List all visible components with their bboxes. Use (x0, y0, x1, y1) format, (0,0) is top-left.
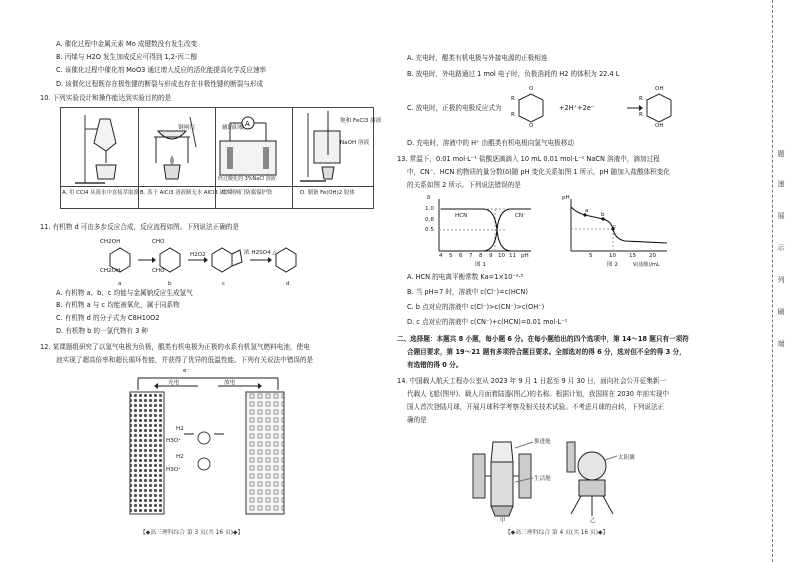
sidebar-char-7: 端 (777, 340, 785, 347)
q12-h3o-label-2: H3O⁺ (166, 467, 182, 473)
fig2-point-b: b (601, 212, 605, 218)
q10-caption-d: D. 制备 Fe(OH)2 胶体 (300, 190, 355, 196)
fig1-xtick-9: 9 (489, 253, 493, 259)
sidebar-char-6: 刷 (777, 308, 785, 315)
fig2-xtick-5: 5 (589, 253, 593, 259)
q12-stem-line-1: 12. 某课题组研究了以氢气电极为负极，醌类有机电极为正极的水系有机氢气燃料电池，使电 (40, 343, 310, 351)
q14-label-propulsion: 推进舱 (534, 439, 551, 445)
svg-text:A: A (245, 120, 250, 128)
sidebar-char-2: 速 (777, 180, 785, 187)
fig1-ylabel: δ (427, 195, 431, 201)
q11-option-a: A. 有机物 a、b、c 均能与金属钠反应生成氢气 (56, 289, 193, 297)
q10-c-label-solution: 经过酸化的 3%NaCl 溶液 (218, 176, 276, 182)
fig1-curve-cn: CN⁻ (515, 213, 527, 219)
fig2-point-c: c (613, 224, 617, 230)
binding-margin (772, 0, 787, 562)
fig2-caption: 图 2 (607, 262, 618, 268)
q9-option-c: C. 该催化过程中催化剂 MoO3 通过增大反应的活化能提高化学反应速率 (56, 66, 267, 74)
q9-option-a: A. 催化过程中金属元素 Mo 成键数没有发生改变 (56, 40, 198, 48)
q10-apparatus-drawings (60, 107, 373, 187)
q11-group-b1: CHO (152, 239, 165, 245)
q13-stem-line-1: 13. 常温下，0.01 mol·L⁻¹ 盐酸逐滴滴入 10 mL 0.01 mol·L⁻¹ NaCN 溶液中，滴加过程 (397, 155, 660, 163)
sidebar-char-4: 示 (777, 244, 785, 251)
q13-option-c: C. b 点对应的溶液中 c(Cl⁻)>c(CN⁻)>c(OH⁻) (407, 303, 545, 311)
q10-d-label-naoh: NaOH 溶液 (340, 140, 370, 146)
q9-option-b: B. 丙烯与 H2O 发生加成反应可得到 1,2-丙二醇 (56, 53, 198, 61)
q14-label-yi: 乙 (590, 518, 596, 524)
sidebar-char-3: 展 (777, 212, 785, 219)
q13-option-d: D. c 点对应的溶液中 c(CN⁻)+c(HCN)=0.01 mol·L⁻¹ (407, 318, 568, 326)
q14-stem-line-2: 代载人飞船(图甲)、载人月面着陆器(图乙)的名称。根据计划，我国将在 2030 年前实现中 (407, 390, 670, 398)
right-footer: 【◆高三理科综合 第 4 页(共 16 页)◆】 (505, 530, 609, 536)
fig2-ylabel: pH (562, 195, 570, 201)
q12-battery-figure (128, 368, 288, 518)
fig1-ytick-08: 0.8 (425, 217, 434, 223)
q11-reagent-h2o2: H2O2 (190, 252, 206, 258)
fig1-xtick-6: 6 (459, 253, 463, 259)
eq-oh-bottom: OH (655, 123, 664, 129)
q11-stem: 11. 有机物 d 可由多步反应合成，反应流程如图。下列说法正确的是 (40, 223, 239, 231)
eq-middle: +2H⁺+2e⁻ (559, 104, 595, 112)
sidebar-char-1: 题 (777, 150, 785, 157)
q12-option-c: C. 放电时，正极的电极反应式为 (407, 104, 502, 112)
q13-option-b: B. 当 pH=7 时，溶液中 c(Cl⁻)=c(HCN) (407, 288, 528, 296)
q12-option-d: D. 充电时，溶液中的 H⁺ 由醌类有机电极向氢气电极移动 (407, 139, 574, 147)
q10-c-label-gate: 钢闸门 (178, 125, 195, 131)
q10-caption-a: A. 用 CCl4 从溴水中直接萃取溴 (62, 190, 139, 196)
sidebar-char-5: 列 (777, 276, 785, 283)
q10-d-label-fecl3: 饱和 FeCl3 溶液 (340, 118, 382, 124)
fig2-xtick-15: 15 (629, 253, 637, 259)
fig2-xtick-10: 10 (609, 253, 617, 259)
q12-stem-line-2: 池实现了超高倍率和超长循环性能，并获得了优异的低温性能。下列有关说法中错误的是 (56, 356, 314, 364)
fig1-curve-hcn: HCN (455, 213, 468, 219)
fig1-xtick-ph: pH (521, 253, 529, 259)
fig1-xtick-4: 4 (439, 253, 443, 259)
q10-c-label-anode: 辅助阳极 (222, 125, 245, 131)
q10-stem: 10. 下列实验设计和操作能达到实验目的的是 (40, 94, 172, 102)
fig1-xtick-7: 7 (469, 253, 473, 259)
q12-option-b: B. 放电时，外电路通过 1 mol 电子时，负极消耗的 H2 的体积为 22.4 L (407, 70, 620, 78)
q12-h2-label-2: H2 (176, 454, 184, 460)
q14-stem-line-4: 确的是 (407, 416, 427, 424)
q11-group-b2: CHO (152, 268, 165, 274)
q12-h3o-label-1: H3O⁺ (166, 438, 182, 444)
q12-charge-label: 充电 (168, 380, 180, 386)
q12-electron-label: e⁻ (183, 368, 190, 374)
fig1-xtick-8: 8 (479, 253, 483, 259)
q13-stem-line-2: 中，CN⁻、HCN 的物质的量分数(δ)随 pH 变化关系如图 1 所示，pH 随加入盐酸体积变化 (407, 168, 670, 176)
q12-option-a: A. 充电时，醌类有机电极与外接电源的正极相连 (407, 54, 548, 62)
fig2-point-a: a (585, 208, 589, 214)
q14-label-jia: 甲 (500, 518, 506, 524)
section2-line-1: 二、选择题：本题共 8 小题，每小题 6 分。在每小题给出的四个选项中，第 14～18 题只有一项符 (397, 335, 689, 343)
q11-label-a: a (118, 281, 122, 287)
q10-caption-c: C. 钢闸门防腐保护铁 (222, 190, 273, 196)
eq-r-1: R (511, 96, 515, 102)
eq-r-4: R (639, 112, 643, 118)
eq-oh-top: OH (655, 86, 664, 92)
q9-option-d: D. 该催化过程既存在极性键的断裂与形成也存在非极性键的断裂与形成 (56, 80, 264, 88)
fig1-ytick-05: 0.5 (425, 227, 434, 233)
fig2-xtick-20: 20 (649, 253, 657, 259)
fig1-caption: 图 1 (475, 262, 486, 268)
fig1-ytick-1: 1.0 (425, 206, 434, 212)
q11-reaction-scheme (90, 236, 300, 286)
q11-option-c: C. 有机物 d 的分子式为 C8H10O2 (56, 314, 160, 322)
eq-r-3: R (639, 96, 643, 102)
fig1-xtick-10: 10 (498, 253, 506, 259)
eq-o-bottom: O (529, 123, 534, 129)
q12-equation-structures (505, 88, 705, 132)
q14-stem-line-1: 14. 中国载人航天工程办公室从 2023 年 9 月 1 日起至 9 月 30 日，面向社会公开征集新一 (397, 377, 667, 385)
q11-label-b: b (168, 281, 172, 287)
q11-option-d: D. 有机物 b 的一氯代物有 3 种 (56, 327, 148, 335)
q14-stem-line-3: 国人首次登陆月球，开展月球科学考察及相关技术试验。不考虑月球的自转，下列说法正 (407, 403, 665, 411)
eq-r-2: R (511, 112, 515, 118)
fig1-plot (427, 195, 537, 261)
fig1-xtick-11: 11 (509, 253, 517, 259)
eq-o-top: O (529, 86, 534, 92)
q11-option-b: B. 有机物 a 与 c 均能被氧化，属于同系物 (56, 301, 180, 309)
q11-group-a2: CH2OH (100, 268, 121, 274)
left-footer: 【◆高三理科综合 第 3 页(共 16 页)◆】 (140, 530, 244, 536)
section2-line-2: 合题目要求，第 19～21 题有多项符合题目要求。全部选对的得 6 分，选对但不全的得 3 分， (407, 348, 686, 356)
fig1-xtick-5: 5 (449, 253, 453, 259)
q11-reagent-h2so4: 浓 H2SO4 △ (244, 250, 277, 256)
fig2-xlabel: V(盐酸)/mL (633, 262, 660, 268)
q11-label-d: d (286, 281, 290, 287)
q11-group-a1: CH2OH (100, 239, 121, 245)
right-page (397, 0, 794, 562)
q12-h2-label-1: H2 (176, 426, 184, 432)
q10-caption-b: B. 蒸干 AlCl3 溶液制无水 AlCl3 固体 (140, 190, 231, 196)
fig2-plot (563, 195, 673, 261)
q14-label-solar: 太阳翼 (618, 455, 635, 461)
section2-line-3: 有选错的得 0 分。 (407, 361, 463, 369)
q14-label-living: 生活舱 (534, 476, 551, 482)
q12-discharge-label: 放电 (224, 380, 236, 386)
q11-label-c: c (222, 281, 226, 287)
q13-option-a: A. HCN 的电离平衡常数 Ka=1×10⁻⁹·⁵ (407, 273, 524, 281)
q13-stem-line-3: 的关系如图 2 所示。下列说法错误的是 (407, 181, 521, 189)
q14-spacecraft-figure (467, 432, 637, 524)
